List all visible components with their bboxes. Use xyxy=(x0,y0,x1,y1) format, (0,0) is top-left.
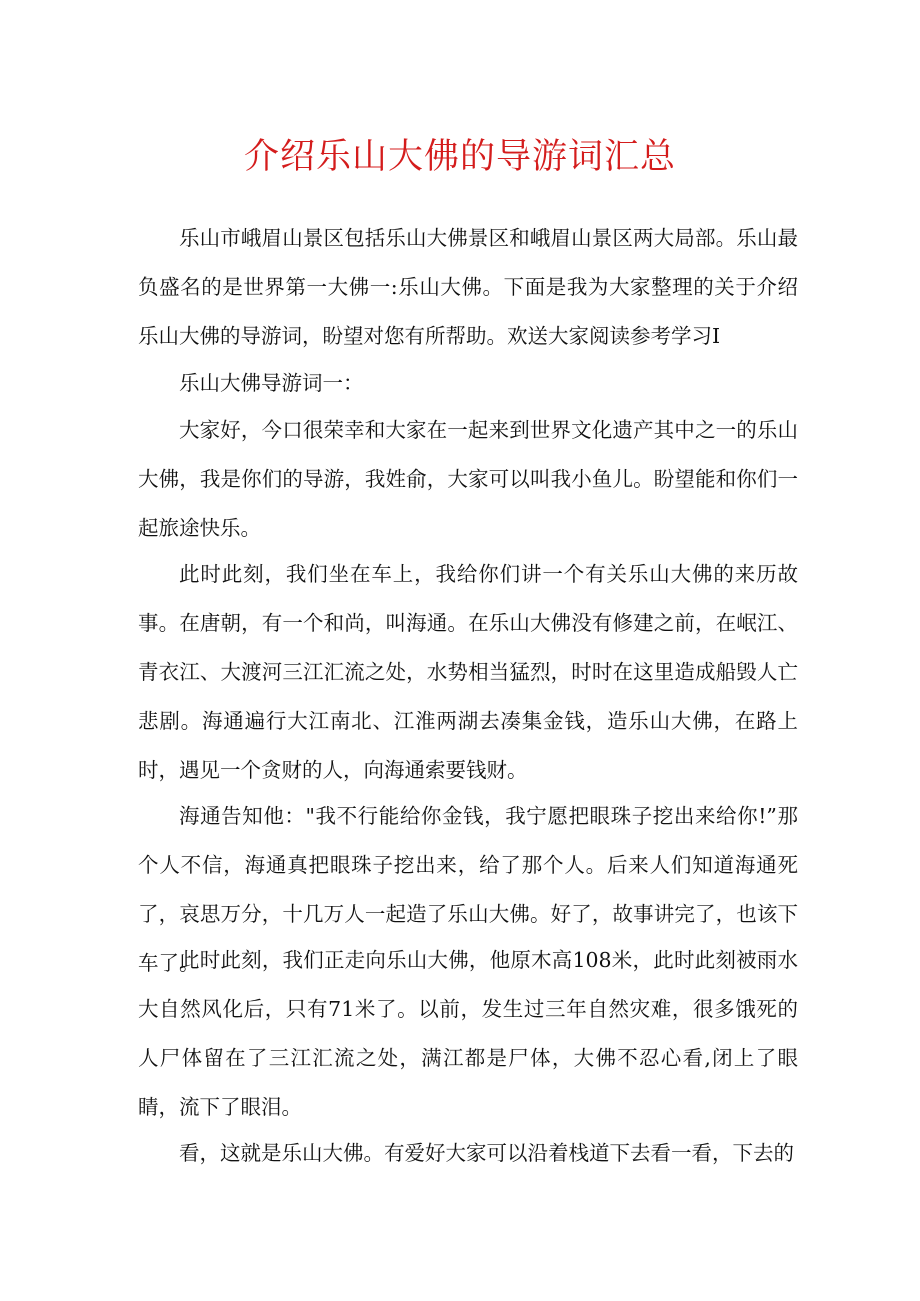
document-title: 介绍乐山大佛的导游词汇总 xyxy=(243,137,676,177)
body-paragraph: 此时此刻，我们正走向乐山大佛，他原木高108米，此时此刻被雨水大自然风化后，只有71米了。以前，发生过三年自然灾难，很多饿死的人尸体留在了三江汇流之处，满江都是尸体，大佛不忍心看,闭上了眼睛，流下了眼泪。 xyxy=(138,948,798,1119)
body-paragraph: 看，这就是乐山大佛。有爱好大家可以沿着栈道下去看一看，下去的 xyxy=(179,1141,794,1165)
body-paragraph: 海通告知他："我不行能给你金钱，我宁愿把眼珠子挖出来给你!”那个人不信，海通真把眼珠子挖出来，给了那个人。后来人们知道海通死了，哀思万分，十几万人一起造了乐山大佛。好了，故事讲完了，也该下车了。 xyxy=(138,804,798,975)
section-heading: 乐山大佛导游词一： xyxy=(179,371,364,395)
body-paragraph: 此时此刻，我们坐在车上，我给你们讲一个有关乐山大佛的来历故事。在唐朝，有一个和尚，叫海通。在乐山大佛没有修建之前，在岷江、青衣江、大渡河三江汇流之处，水势相当猛烈，时时在这里造成船毁人亡悲剧。海通遍行大江南北、江淮两湖去凑集金钱，造乐山大佛，在路上时，遇见一个贪财的人，向海通索要钱财。 xyxy=(138,562,798,782)
body-paragraph: 大家好，今口很荣幸和大家在一起来到世界文化遗产其中之一的乐山大佛，我是你们的导游，我姓俞，大家可以叫我小鱼儿。盼望能和你们一起旅途快乐。 xyxy=(138,418,798,540)
intro-paragraph: 乐山市峨眉山景区包括乐山大佛景区和峨眉山景区两大局部。乐山最负盛名的是世界第一大佛一:乐山大佛。下面是我为大家整理的关于介绍乐山大佛的导游词，盼望对您有所帮助。欢送大家阅读参考学习I xyxy=(138,226,798,348)
